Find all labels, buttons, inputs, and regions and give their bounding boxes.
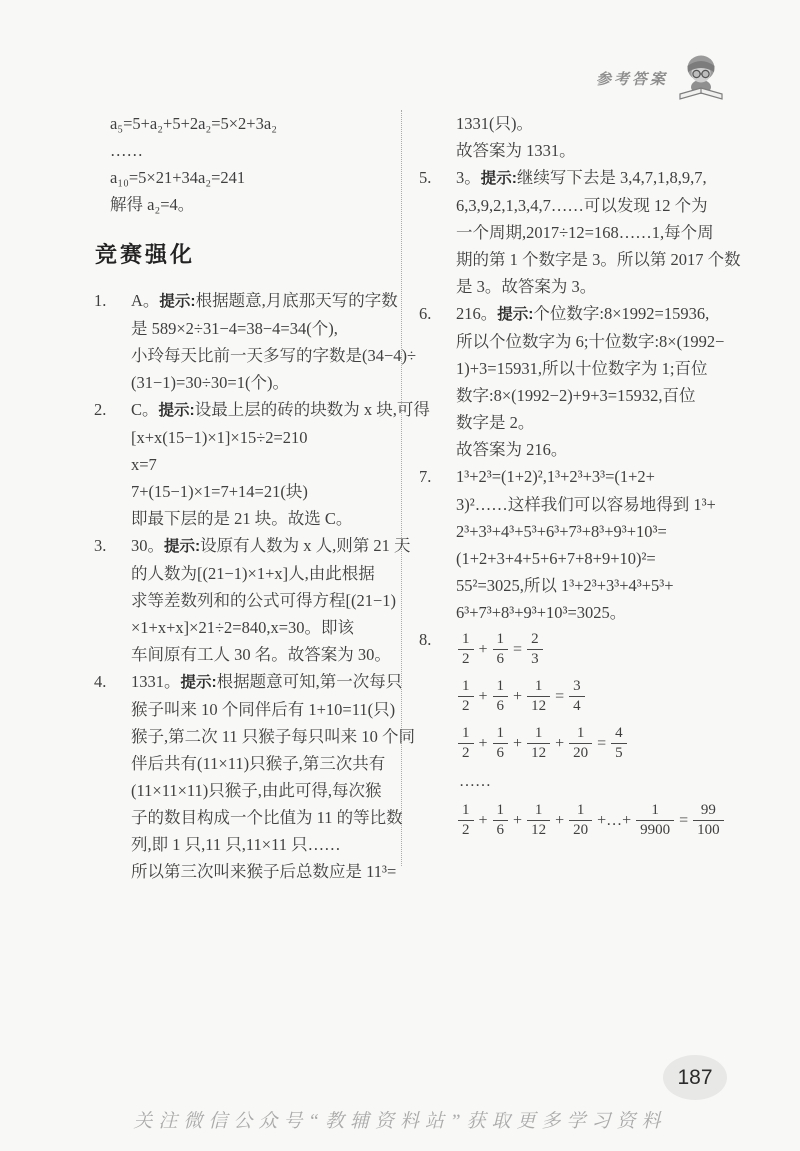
left-column — [94, 110, 430, 885]
text-line: 1331(只)。 — [456, 114, 533, 133]
text-line: (11×11×11)只猴子,由此可得,每次猴 — [131, 781, 382, 800]
hint-label: 提示: — [164, 538, 201, 555]
answer-item-4 — [94, 668, 416, 885]
item-number: 2. — [94, 400, 107, 419]
text-line: 6,3,9,2,1,3,4,7……可以发现 12 个为 — [456, 196, 708, 215]
text-line: 所以第三次叫来猴子后总数应是 11³= — [131, 862, 397, 881]
formula-line: 解得 a₂=4。 — [110, 195, 195, 214]
page-header — [596, 52, 724, 104]
fraction-equation: $\frac{1}{2}$ + $\frac{1}{6}$ + $\frac{1}{12}$ + $\frac{1}{20}$ +…+ $\frac{1}{9900}$ = $\frac{99}{100}$ — [456, 797, 727, 844]
formula-line: 55²=3025,所以 1³+2³+3³+4³+5³+ — [456, 576, 674, 595]
hint-label: 提示: — [158, 402, 195, 419]
text-line: 小玲每天比前一天多写的字数是(34−4)÷ — [131, 346, 417, 365]
formula-line: a₁₀=5×21+34a₂=241 — [110, 168, 246, 187]
reading-child-icon — [678, 52, 724, 104]
item-body — [456, 626, 727, 844]
answer-line: 216。提示:个位数字:8×1992=15936, — [456, 304, 710, 323]
text-line: 1)+3=15931,所以十位数字为 1;百位 — [456, 359, 708, 378]
answer-line: C。提示:设最上层的砖的块数为 x 块,可得 — [131, 400, 430, 419]
text-line: 的人数为[(21−1)×1+x]人,由此根据 — [131, 564, 375, 583]
item-body — [456, 463, 727, 626]
item-body — [131, 287, 417, 396]
item-number: 3. — [94, 536, 107, 555]
ellipsis-line: …… — [459, 773, 491, 790]
formula-line: (1+2+3+4+5+6+7+8+9+10)²= — [456, 549, 656, 568]
text-line: 是 589×2÷31−4=38−4=34(个), — [131, 319, 338, 338]
formula-line: 6³+7³+8³+9³+10³=3025。 — [456, 603, 627, 622]
watermark-text: 关注微信公众号“教辅资料站”获取更多学习资料 — [133, 1111, 667, 1132]
item-number: 5. — [419, 168, 432, 187]
fraction-equation: $\frac{1}{2}$ + $\frac{1}{6}$ + $\frac{1}{12}$ = $\frac{3}{4}$ — [456, 673, 727, 720]
ellipsis-line: …… — [110, 141, 143, 160]
hint-label: 提示: — [180, 674, 217, 691]
right-column — [419, 110, 741, 844]
section-heading: 竞赛强化 — [95, 242, 196, 267]
text-line: 期的第 1 个数字是 3。所以第 2017 个数 — [456, 250, 741, 269]
item-number: 1. — [94, 291, 107, 310]
text-line: 数字是 2。 — [456, 413, 535, 432]
page-number: 187 — [677, 1065, 713, 1089]
text-line: 一个周期,2017÷12=168……1,每个周 — [456, 223, 714, 242]
text-line: (31−1)=30÷30=1(个)。 — [131, 373, 289, 392]
text-line: 即最下层的是 21 块。故选 C。 — [131, 509, 353, 528]
text-line: 猴子,第二次 11 只猴子每只叫来 10 个同 — [131, 727, 416, 746]
text-line: 猴子叫来 10 个同伴后有 1+10=11(只) — [131, 700, 396, 719]
page-number-badge — [663, 1055, 727, 1100]
text-line: 所以个位数字为 6;十位数字:8×(1992− — [456, 332, 725, 351]
text-line: 数字:8×(1992−2)+9+3=15932,百位 — [456, 386, 696, 405]
hint-label: 提示: — [497, 306, 534, 323]
answer-line: 30。提示:设原有人数为 x 人,则第 21 天 — [131, 536, 411, 555]
answer-item-8 — [419, 626, 727, 844]
text-line: 是 3。故答案为 3。 — [456, 277, 597, 296]
formula-line: 1³+2³=(1+2)²,1³+2³+3³=(1+2+ — [456, 467, 655, 486]
text-line: 求等差数列和的公式可得方程[(21−1) — [131, 591, 397, 610]
carryover-solution — [110, 110, 406, 218]
answer-line: 1331。提示:根据题意可知,第一次每只 — [131, 672, 403, 691]
text-line: 伴后共有(11×11)只猴子,第三次共有 — [131, 754, 386, 773]
fraction-equation: $\frac{1}{2}$ + $\frac{1}{6}$ = $\frac{2}{3}$ — [456, 626, 727, 673]
item-4-continuation — [456, 110, 727, 164]
text-line: 列,即 1 只,11 只,11×11 只…… — [131, 835, 341, 854]
item-body — [131, 668, 416, 885]
hint-label: 提示: — [159, 293, 196, 310]
item-number: 6. — [419, 304, 432, 323]
fraction-equation: $\frac{1}{2}$ + $\frac{1}{6}$ + $\frac{1}{12}$ + $\frac{1}{20}$ = $\frac{4}{5}$ — [456, 720, 727, 767]
formula-line: 7+(15−1)×1=7+14=21(块) — [131, 482, 308, 501]
answer-item-7 — [419, 463, 727, 626]
formula-line: x=7 — [131, 455, 157, 474]
text-line: 故答案为 1331。 — [456, 141, 576, 160]
answer-item-2 — [94, 396, 430, 532]
answer-item-1 — [94, 287, 417, 396]
answer-line: 3。提示:继续写下去是 3,4,7,1,8,9,7, — [456, 168, 707, 187]
item-number: 4. — [94, 672, 107, 691]
formula-line: 2³+3³+4³+5³+6³+7³+8³+9³+10³= — [456, 522, 667, 541]
page-header-title: 参考答案 — [595, 71, 668, 88]
item-body — [131, 532, 411, 668]
item-number: 8. — [419, 630, 432, 649]
item-body — [131, 396, 430, 532]
answer-line: A。提示:根据题意,月底那天写的字数 — [131, 291, 398, 310]
formula-line: a₅=5+a₂+5+2a₂=5×2+3a₂ — [110, 114, 277, 133]
text-line: 车间原有工人 30 名。故答案为 30。 — [131, 645, 391, 664]
item-body — [456, 300, 727, 463]
text-line: 子的数目构成一个比值为 11 的等比数 — [131, 808, 403, 827]
item-number: 7. — [419, 467, 432, 486]
answer-item-3 — [94, 532, 411, 668]
formula-line: [x+x(15−1)×1]×15÷2=210 — [131, 428, 308, 447]
text-line: ×1+x+x]×21÷2=840,x=30。即该 — [131, 618, 355, 637]
item-body — [456, 164, 741, 300]
formula-line: 3)²……这样我们可以容易地得到 1³+ — [456, 495, 716, 514]
hint-label: 提示: — [480, 170, 517, 187]
answer-item-6 — [419, 300, 727, 463]
answer-item-5 — [419, 164, 741, 300]
text-line: 故答案为 216。 — [456, 440, 568, 459]
